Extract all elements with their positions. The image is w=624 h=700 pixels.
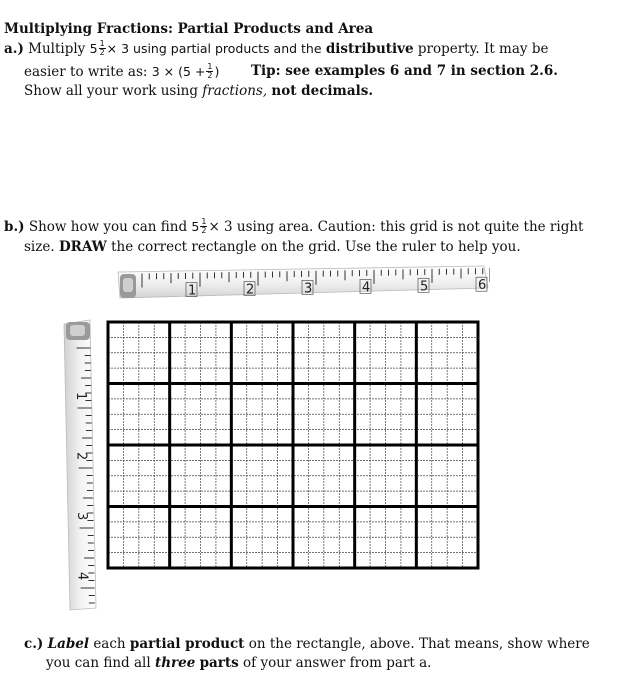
vertical-ruler bbox=[56, 318, 102, 612]
part-b-label: b.) bbox=[4, 219, 25, 235]
part-a-line-3: Show all your work using fractions, not decimals. bbox=[24, 83, 374, 99]
ruler-label-1: 1 bbox=[188, 283, 197, 299]
vruler-label-4: 4 bbox=[74, 572, 90, 581]
ruler-label-4: 4 bbox=[362, 280, 371, 296]
area-grid[interactable] bbox=[106, 320, 480, 570]
part-c-line-1: c.) Label each partial product on the rectangle, above. That means, show where bbox=[24, 636, 590, 652]
part-c-label: c.) bbox=[24, 636, 44, 652]
vruler-label-2: 2 bbox=[73, 452, 89, 461]
ruler-label-6: 6 bbox=[478, 278, 487, 294]
part-a-label: a.) bbox=[4, 41, 24, 57]
vruler-label-3: 3 bbox=[73, 512, 89, 521]
part-a-line-1: a.) Multiply 5 $\frac{1}{2}$ × 3 using partial products and the distributive property. It may be bbox=[4, 39, 549, 57]
part-b-line-1: b.) Show how you can find 5 $\frac{1}{2}$ × 3 using area. Caution: this grid is not quite the right bbox=[4, 217, 584, 235]
horizontal-ruler bbox=[112, 260, 490, 306]
part-a-line-2: easier to write as: 3 × (5 + $\frac{1}{2}$ ) bbox=[24, 62, 220, 80]
part-c-line-2: you can find all three parts of your answer from part a. bbox=[46, 655, 432, 671]
ruler-label-2: 2 bbox=[246, 282, 255, 298]
page-title: Multiplying Fractions: Partial Products and Area bbox=[4, 21, 374, 37]
ruler-label-5: 5 bbox=[420, 279, 429, 295]
mixed-number-b: 5 $\frac{1}{2}$ bbox=[191, 217, 207, 235]
ruler-label-3: 3 bbox=[304, 281, 313, 297]
tip-text: Tip: see examples 6 and 7 in section 2.6. bbox=[251, 63, 558, 79]
vruler-label-1: 1 bbox=[72, 392, 88, 401]
expression: 3 × (5 + $\frac{1}{2}$ ) bbox=[151, 62, 220, 80]
mixed-number: 5 $\frac{1}{2}$ bbox=[89, 39, 105, 57]
part-b-line-2: size. DRAW the correct rectangle on the grid. Use the ruler to help you. bbox=[24, 239, 521, 255]
